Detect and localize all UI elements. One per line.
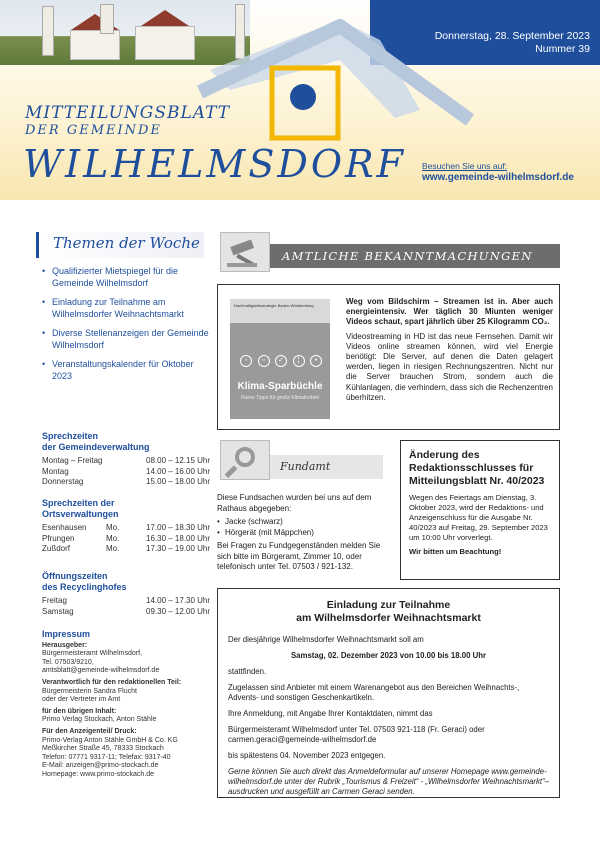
- klima-body: Videostreaming in HD ist das neue Fernsehen. Damit wir Videos online streamen können, wird viel Energie benötigt: Die Server, auf denen die Daten gelagert werden, liegen in riesigen Rechnungszentren. Nicht nur die Server brauchen Strom, sondern auch die Kühlanlagen, die verhindern, dass sich die Rechenzentren überhitzen.: [346, 331, 553, 402]
- book-icons: [240, 355, 322, 367]
- section-heading: Ortsverwaltungen: [42, 509, 119, 519]
- cutlery-icon: ¦: [293, 355, 305, 367]
- amtliche-banner-text: AMTLICHE BEKANNTMACHUNGEN: [282, 249, 533, 263]
- fundamt-banner-text: Fundamt: [280, 460, 331, 473]
- themen-heading: [36, 232, 204, 258]
- homepage-paragraph[interactable]: Gerne können Sie auch direkt das Anmeldeformular auf unserer Homepage www.gemeinde-wilhelmsdorf.de unter der Rubrik „Tourismus & Freizeit“ - „Wilhelmsdorfer Weihnachtsmarkt“– ausdrucken und ausgefüllt an Carmen Geraci senden.: [228, 767, 549, 796]
- event-date: Samstag, 02. Dezember 2023 von 10.00 bis 18.00 Uhr: [290, 651, 487, 660]
- person-icon: •: [310, 355, 322, 367]
- impressum-label: Verantwortlich für den redaktionellen Teil:: [42, 678, 182, 686]
- impressum-heading: Impressum: [42, 629, 91, 639]
- list-item[interactable]: • Einladung zur Teilnahme am Wilhelmsdorfer Weihnachtsmarkt: [42, 297, 212, 320]
- contact-paragraph[interactable]: Bürgermeisteramt Wilhelmsdorf unter Tel. 07503 921-118 (Fr. Geraci) oder carmen.geraci@gemeinde-wilhelmsdorf.de: [228, 725, 485, 744]
- table-row: Zußdorf Mo. 17.30 – 19.00 Uhr: [42, 544, 211, 553]
- section-heading: des Recyclinghofes: [42, 582, 127, 592]
- magnifier-icon: [220, 440, 270, 480]
- section-heading: Öffnungszeiten: [42, 571, 108, 581]
- impressum-line: Telefon: 07771 9317-11; Telefax: 9317-40: [42, 753, 171, 761]
- table-row: Pfrungen Mo. 16.30 – 18.00 Uhr: [42, 533, 211, 543]
- lightbulb-icon: ◦: [240, 355, 252, 367]
- paragraph: bis spätestens 04. November 2023 entgegen.: [228, 751, 386, 760]
- section-heading: der Gemeindeverwaltung: [42, 442, 150, 452]
- cart-icon: ▫: [258, 355, 270, 367]
- impressum-homepage[interactable]: Homepage: www.primo-stockach.de: [42, 770, 155, 778]
- impressum-line: Primo Verlag Stockach, Anton Stähle: [42, 716, 157, 724]
- impressum-email[interactable]: amtsblatt@gemeinde-wilhelmsdorf.de: [42, 667, 160, 675]
- klima-lead: Weg vom Bildschirm – Streamen ist in. Aber auch energieintensiv. Wer täglich 30 Miunten weniger Videos schaut, spart jährlich über 25 Kilogramm CO₂.: [346, 297, 553, 327]
- visit-label: Besuchen Sie uns auf:: [422, 161, 508, 171]
- list-item: • Jacke (schwarz): [217, 517, 385, 528]
- title-line-2: DER GEMEINDE: [25, 123, 162, 138]
- table-row: Montag 14.00 – 16.00 Uhr: [42, 466, 211, 476]
- klima-article: [217, 284, 560, 430]
- impressum-line: Bürgermeisterin Sandra Flucht: [42, 687, 137, 695]
- impressum-label: für den übrigen Inhalt:: [42, 707, 117, 715]
- paragraph: Zugelassen sind Anbieter mit einem Warenangebot aus den Bereichen Weihnachts-, Advents- und sonstigen Geschenkartikeln.: [228, 683, 520, 702]
- impressum-label: Für den Anzeigenteil/ Druck:: [42, 727, 137, 735]
- title-line-1: MITTEILUNGSBLATT: [25, 103, 231, 123]
- table-row: Freitag 14.00 – 17.30 Uhr: [42, 596, 211, 605]
- impressum-line: Primo-Verlag Anton Stähle GmbH & Co. KG: [42, 736, 178, 744]
- impressum: [42, 630, 217, 780]
- fundamt-text: [217, 493, 385, 573]
- list-item: • Hörgerät (mit Mäppchen): [217, 528, 385, 539]
- book-top-text: Nachhaltigkeitsstrategie Baden-Württemberg: [230, 299, 330, 323]
- list-item[interactable]: • Veranstaltungskalender für Oktober 2023: [42, 359, 212, 382]
- redaktion-closing: Wir bitten um Beachtung!: [409, 547, 502, 556]
- impressum-label: Herausgeber:: [42, 641, 88, 649]
- table-row: Montag – Freitag 08.00 – 12.15 Uhr: [42, 456, 211, 465]
- list-item[interactable]: • Diverse Stellenanzeigen der Gemeinde Wilhelmsdorf: [42, 328, 212, 351]
- gavel-icon: [220, 232, 270, 272]
- fundamt-outro: Bei Fragen zu Fundgegenständen melden Sie sich bitte im Bürgeramt, Zimmer 10, oder telefonisch unter Tel. 07503 / 921-132.: [217, 541, 381, 571]
- redaktion-notice: [400, 440, 560, 580]
- impressum-email[interactable]: E-Mail: anzeigen@primo-stockach.de: [42, 762, 159, 770]
- website-link[interactable]: www.gemeinde-wilhelmsdorf.de: [422, 172, 574, 183]
- klima-sparbuechle-image: [230, 299, 330, 419]
- paragraph: Ihre Anmeldung, mit Angabe Ihrer Kontaktdaten, nimmt das: [228, 709, 433, 718]
- title-main: WILHELMSDORF: [23, 142, 406, 186]
- issue-date: Donnerstag, 28. September 2023: [434, 30, 590, 42]
- ortsverwaltungen-section: [42, 498, 212, 555]
- book-subtitle: Kleine Tipps für große Klimafreiheit: [241, 395, 319, 401]
- section-heading: Sprechzeiten der: [42, 498, 115, 508]
- book-title: Klima-Sparbüchle: [237, 381, 323, 392]
- recycling-section: [42, 571, 212, 617]
- redaktion-body: Wegen des Feiertags am Dienstag, 3. Oktober 2023, wird der Redaktions- und Anzeigenschluss für die Ausgabe Nr. 40/2023 auf Freitag, 29. September 2023 um 10:00 Uhr vorverlegt.: [409, 493, 548, 542]
- fundamt-intro: Diese Fundsachen wurden bei uns auf dem Rathaus abgegeben:: [217, 493, 372, 513]
- weihnachtsmarkt-article: [217, 588, 560, 798]
- list-item[interactable]: • Qualifizierter Mietspiegel für die Gemeinde Wilhelmsdorf: [42, 266, 212, 289]
- paragraph: stattfinden.: [228, 667, 267, 676]
- table-row: Esenhausen Mo. 17.00 – 18.30 Uhr: [42, 523, 211, 532]
- themen-list: [42, 266, 212, 390]
- impressum-line: Meßkircher Straße 45, 78333 Stockach: [42, 745, 164, 753]
- sprechzeiten-section: [42, 431, 212, 488]
- klima-text: [346, 297, 553, 403]
- amtliche-banner: [220, 244, 560, 268]
- themen-heading-text: Themen der Woche: [53, 234, 200, 252]
- redaktion-heading: Änderung des Redaktionsschlusses für Mitteilungsblatt Nr. 40/2023: [409, 449, 545, 487]
- table-row: Samstag 09.30 – 12.00 Uhr: [42, 606, 211, 616]
- impressum-line: oder der Vertreter im Amt: [42, 696, 121, 704]
- weihnachtsmarkt-heading: Einladung zur Teilnahme am Wilhelmsdorfer Weihnachtsmarkt: [296, 599, 481, 624]
- impressum-line: Bürgermeisteramt Wilhelmsdorf,: [42, 650, 142, 658]
- paragraph: Der diesjährige Wilhelmsdorfer Weihnachtsmarkt soll am: [228, 635, 424, 644]
- section-heading: Sprechzeiten: [42, 431, 99, 441]
- table-row: Donnerstag 15.00 – 18.00 Uhr: [42, 477, 211, 486]
- impressum-line: Tel. 07503/9210,: [42, 658, 94, 666]
- issue-number: Nummer 39: [535, 43, 590, 55]
- masthead: [0, 0, 600, 200]
- check-icon: ✓: [275, 355, 287, 367]
